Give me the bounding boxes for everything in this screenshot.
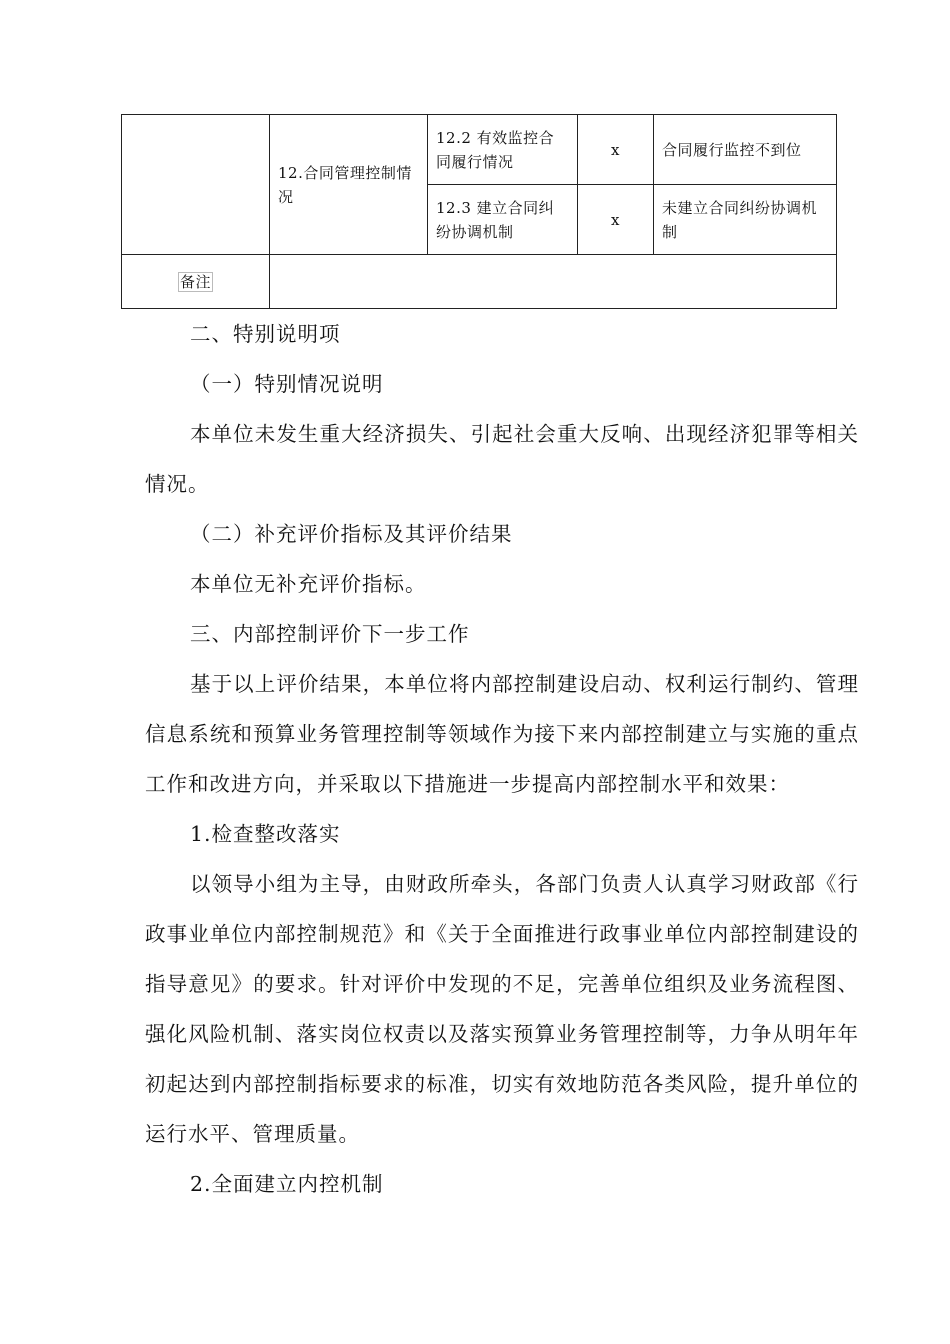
subsection-heading: 2.全面建立内控机制 (190, 1172, 384, 1196)
remark-value-cell (270, 255, 837, 309)
subsection-heading: 1.检查整改落实 (190, 822, 341, 846)
document-body (145, 309, 859, 1209)
table-blank-cell (122, 115, 270, 255)
paragraph: 本单位无补充评价指标。 (190, 572, 427, 596)
remark-label-cell (122, 255, 270, 309)
paragraph: 以领导小组为主导，由财政所牵头，各部门负责人认真学习财政部《行政事业单位内部控制规范》和《关于全面推进行政事业单位内部控制建设的指导意见》的要求。针对评价中发现的不足，完善单位组织及业务流程图、强化风险机制、落实岗位权责以及落实预算业务管理控制等，力争从明年年初起达到内部控制指标要求的标准，切实有效地防范各类风险，提升单位的运行水平、管理质量。 (145, 872, 859, 1146)
section-heading: 三、内部控制评价下一步工作 (190, 622, 470, 646)
table-category-cell: 12.合同管理控制情况 (270, 115, 428, 255)
section-heading: 二、特别说明项 (190, 322, 341, 346)
paragraph: 本单位未发生重大经济损失、引起社会重大反响、出现经济犯罪等相关情况。 (145, 422, 859, 496)
table-item-cell: 12.3 建立合同纠纷协调机制 (428, 185, 578, 255)
paragraph: 基于以上评价结果，本单位将内部控制建设启动、权利运行制约、管理信息系统和预算业务管理控制等领域作为接下来内部控制建立与实施的重点工作和改进方向，并采取以下措施进一步提高内部控制水平和效果： (145, 672, 859, 796)
table-item-cell: 12.2 有效监控合同履行情况 (428, 115, 578, 185)
table-mark-cell: x (578, 115, 654, 185)
table-mark-cell: x (578, 185, 654, 255)
subsection-heading: （二）补充评价指标及其评价结果 (190, 522, 513, 546)
table-finding-cell: 未建立合同纠纷协调机制 (654, 185, 837, 255)
subsection-heading: （一）特别情况说明 (190, 372, 384, 396)
table-finding-cell: 合同履行监控不到位 (654, 115, 837, 185)
remark-label: 备注 (179, 272, 211, 291)
evaluation-table (121, 114, 837, 309)
